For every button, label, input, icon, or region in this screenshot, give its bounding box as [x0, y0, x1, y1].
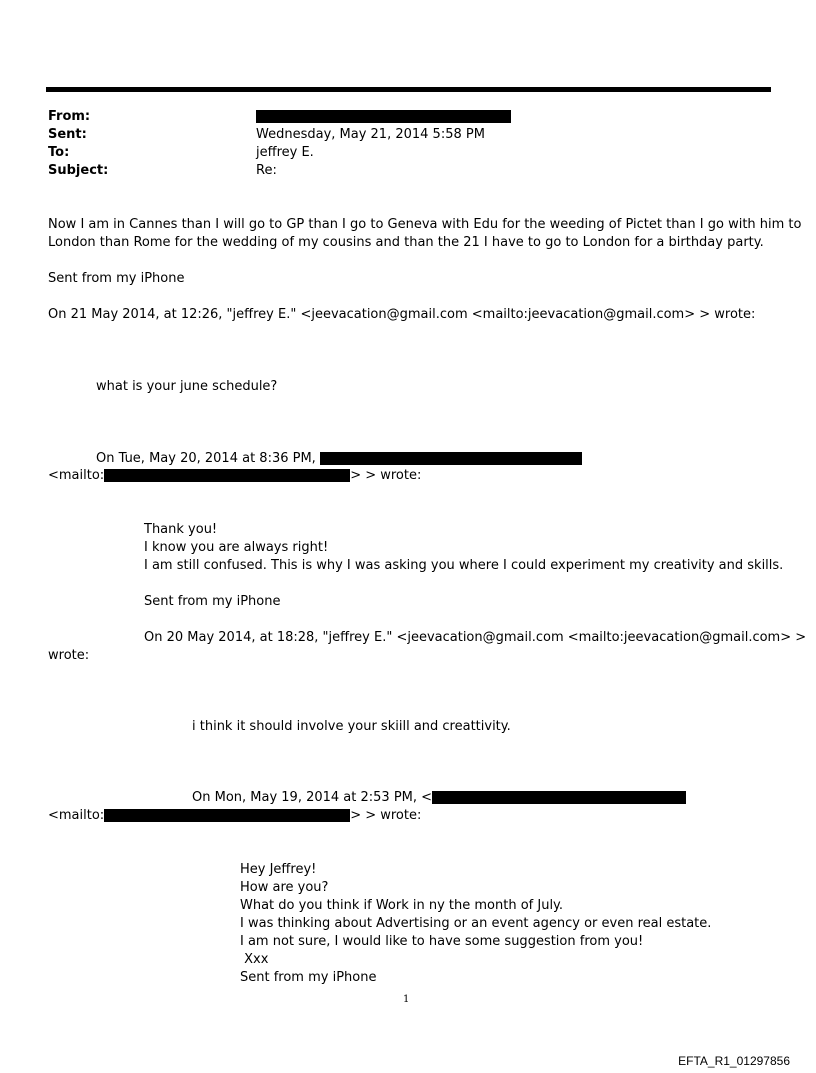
redaction-box: [104, 809, 350, 822]
header-rule: [46, 87, 771, 92]
quote4-mailto: [48, 807, 421, 825]
para1-line1: Now I am in Cannes than I will go to GP than I go to Geneva with Edu for the weeding of Pictet than I go with him to: [48, 217, 802, 232]
msg4-line4: I was thinking about Advertising or an event agency or even real estate.: [240, 916, 712, 931]
redaction-box: [320, 452, 582, 465]
msg2-line1: Thank you!: [144, 522, 218, 537]
msg4-line1: Hey Jeffrey!: [240, 862, 317, 877]
from-label: From:: [48, 109, 91, 124]
quote3-wrote: wrote:: [48, 648, 90, 663]
quote1-intro: On 21 May 2014, at 12:26, "jeffrey E." <jeevacation@gmail.com <mailto:jeevacation@gmail.com> > wrote:: [48, 307, 756, 322]
redaction-box: [104, 469, 350, 482]
quote4-intro: [192, 789, 686, 807]
msg4-line5: I am not sure, I would like to have some suggestion from you!: [240, 934, 644, 949]
redaction-box: [432, 791, 686, 804]
subject-label: Subject:: [48, 163, 109, 178]
msg2-line3: I am still confused. This is why I was asking you where I could experiment my creativity and skills.: [144, 558, 784, 573]
quote2-mailto-text: <mailto:: [48, 468, 105, 483]
to-value: jeffrey E.: [256, 145, 314, 160]
signature-1: Sent from my iPhone: [48, 271, 185, 286]
page-number: 1: [403, 994, 410, 1005]
signature-2: Sent from my iPhone: [144, 594, 281, 609]
reply-1: what is your june schedule?: [96, 379, 278, 394]
msg4-line2: How are you?: [240, 880, 329, 895]
quote2-wrote-text: > > wrote:: [350, 468, 422, 483]
sent-label: Sent:: [48, 127, 87, 142]
subject-value: Re:: [256, 163, 277, 178]
to-label: To:: [48, 145, 70, 160]
quote2-intro-text: On Tue, May 20, 2014 at 8:36 PM,: [96, 451, 316, 466]
redaction-box: [256, 110, 511, 123]
para1-line2: London than Rome for the wedding of my cousins and than the 21 I have to go to London for a birthday party.: [48, 235, 764, 250]
document-id: EFTA_R1_01297856: [678, 1054, 790, 1068]
msg4-line3: What do you think if Work in ny the month of July.: [240, 898, 564, 913]
msg2-line2: I know you are always right!: [144, 540, 329, 555]
quote4-intro-text: On Mon, May 19, 2014 at 2:53 PM, <: [192, 790, 433, 805]
signature-4: Sent from my iPhone: [240, 970, 377, 985]
quote3-intro: On 20 May 2014, at 18:28, "jeffrey E." <jeevacation@gmail.com <mailto:jeevacation@gmail.com> >: [144, 630, 807, 645]
quote2-intro: [96, 450, 582, 468]
quote2-mailto: [48, 467, 421, 485]
sent-value: Wednesday, May 21, 2014 5:58 PM: [256, 127, 485, 142]
msg4-line6: Xxx: [240, 952, 269, 967]
reply-3: i think it should involve your skiill and creattivity.: [192, 719, 511, 734]
quote4-wrote-text: > > wrote:: [350, 808, 422, 823]
from-value: [256, 108, 511, 126]
quote4-mailto-text: <mailto:: [48, 808, 105, 823]
